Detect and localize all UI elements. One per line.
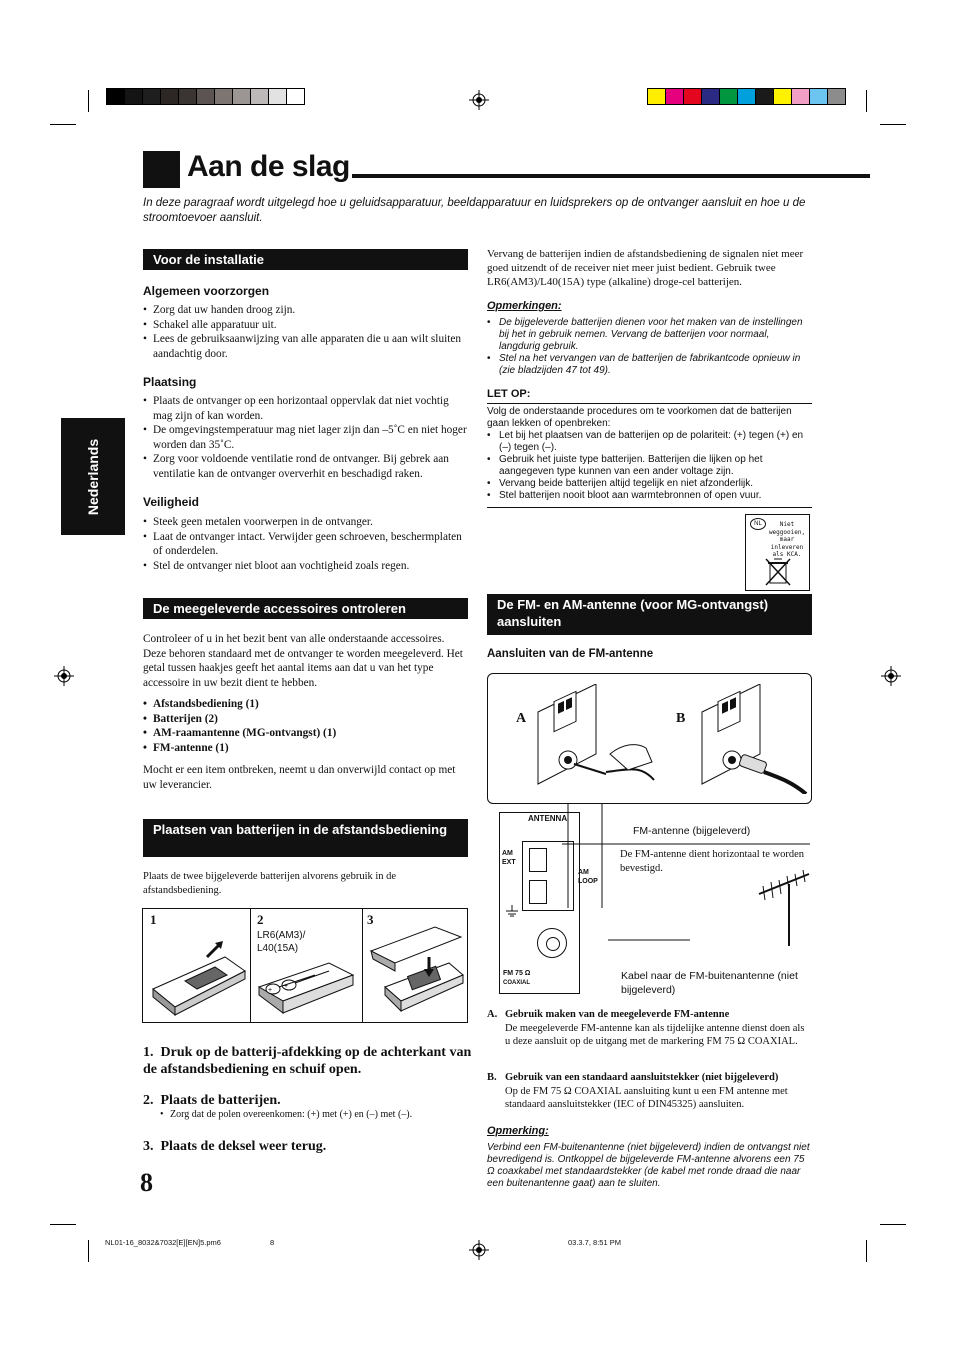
step-2-note: • Zorg dat de polen overeenkomen: (+) met (+) en (–) met (–). <box>160 1109 413 1120</box>
accessories-footer: Mocht er een item ontbreken, neemt u dan onverwijld contact op met uw leverancier. <box>143 764 456 791</box>
panel-label-am-loop: AM LOOP <box>578 869 598 885</box>
placement-item: • De omgevingstemperatuur mag niet lager zijn dan –5˚C en niet hoger worden dan 35˚C. <box>143 423 468 452</box>
caution-item: • Gebruik het juiste type batterijen. Batterijen die lijken op het aangegeven type kunnen van een ander voltage zijn. <box>487 454 812 478</box>
color-swatch <box>791 88 810 105</box>
antenna-b-description: B. Gebruik van een standaard aansluitstekker (niet bijgeleverd) Op de FM 75 Ω COAXIAL aansluiting kunt u een FM antenne met standaard aansluitstekker (IEC of DIN45325) aansluiten. <box>487 1071 812 1112</box>
registration-mark-icon <box>469 90 489 110</box>
figure-step-3: 3 <box>367 912 374 927</box>
diagram-label-a: A <box>516 711 527 726</box>
color-swatch <box>286 88 305 105</box>
battery-replace-text: Vervang de batterijen indien de afstandsbediening de signalen niet meer goed uitzendt of de receiver niet meer juist bedient. Gebruik twee LR6(AM3)/L40(15A) type (alkaline) droge-cel batterijen. <box>487 248 804 288</box>
nl-badge: NL <box>750 518 766 530</box>
safety-list <box>143 515 468 573</box>
color-swatch <box>178 88 197 105</box>
color-swatch <box>124 88 143 105</box>
intro-text: In deze paragraaf wordt uitgelegd hoe u geluidsapparatuur, beeldapparatuur en luidsprekers op de ontvanger aansluit en hoe u de stroomtoevoer aansluit. <box>143 197 806 224</box>
color-swatch <box>268 88 287 105</box>
general-precaution-item: • Schakel alle apparatuur uit. <box>143 318 468 333</box>
accessory-item: • Batterijen (2) <box>143 712 468 727</box>
panel-label-coaxial: COAXIAL <box>503 980 530 986</box>
color-swatch <box>214 88 233 105</box>
notes-heading: Opmerkingen: <box>487 300 562 312</box>
section-heading-accessories: De meegeleverde accessoires ontroleren <box>143 598 468 619</box>
placement-list <box>143 394 468 481</box>
panel-label-antenna: ANTENNA <box>528 814 568 823</box>
color-swatch <box>665 88 684 105</box>
placement-item: • Plaats de ontvanger op een horizontaal oppervlak dat niet vochtig mag zijn of kan worden. <box>143 394 468 423</box>
color-swatch <box>647 88 666 105</box>
note-item: • De bijgeleverde batterijen dienen voor het maken van de instellingen bij het in gebruik nemen. Vervang de batterijen voor normaal, langdurig gebruik. <box>487 317 812 353</box>
svg-text:+: + <box>268 987 273 994</box>
step-2-text: 2. Plaats de batterijen. <box>143 1093 281 1108</box>
fm-horizontal-note: De FM-antenne dient horizontaal te worden bevestigd. <box>620 849 804 874</box>
subheading-general: Algemeen voorzorgen <box>143 284 270 298</box>
caution-rule-bottom <box>487 507 812 508</box>
fm-supplied-label: FM-antenne (bijgeleverd) <box>633 825 751 837</box>
safety-item: • Steek geen metalen voorwerpen in de ontvanger. <box>143 515 468 530</box>
color-swatch <box>737 88 756 105</box>
outdoor-cable-label: Kabel naar de FM-buitenantenne (niet bijgeleverd) <box>621 970 798 996</box>
diagram-label-b: B <box>676 711 686 726</box>
page-title: Aan de slag <box>187 150 350 183</box>
remark-text: Verbind een FM-buitenantenne (niet bijgeleverd) indien de ontvangst niet bevredigend is. Ontkoppel de bijgeleverde FM-antenne alvorens een 75 Ω coaxkabel met standaardstekker (de kabel met ronde draad die naar een buitenantenne gaat) aan te sluiten. <box>487 1142 810 1189</box>
color-swatch <box>809 88 828 105</box>
kca-disposal-box <box>745 514 810 591</box>
fm-connection-diagram <box>487 673 812 804</box>
page-number: 8 <box>140 1168 153 1197</box>
antenna-a-title: Gebruik maken van de meegeleverde FM-antenne <box>505 1009 730 1020</box>
color-swatch <box>701 88 720 105</box>
crop-mark <box>88 1240 89 1262</box>
step-3-text: 3. Plaats de deksel weer terug. <box>143 1139 327 1154</box>
registration-mark-icon <box>881 666 901 686</box>
color-swatch <box>232 88 251 105</box>
color-swatch <box>719 88 738 105</box>
antenna-b-text: Op de FM 75 Ω COAXIAL aansluiting kunt u een FM antenne met standaard aansluitstekker (IEC of DIN45325) aansluiten. <box>505 1085 788 1110</box>
batteries-insert-icon <box>253 957 359 1019</box>
antenna-a-description: A. Gebruik maken van de meegeleverde FM-antenne De meegeleverde FM-antenne kan als tijdelijke antenne dienst doen als u deze aansluit op de uitgang met de markering FM 75 Ω COAXIAL. <box>487 1008 812 1049</box>
note-item: • Stel na het vervangen van de batterijen de fabrikantcode opnieuw in (zie bladzijden 47 tot 49). <box>487 353 812 377</box>
general-precautions-list <box>143 303 468 361</box>
section-heading-batteries: Plaatsen van batterijen in de afstandsbediening <box>143 819 468 857</box>
remote-close-cover-icon <box>365 923 467 1019</box>
section-heading-antenna: De FM- en AM-antenne (voor MG-ontvangst) aansluiten <box>487 594 812 635</box>
color-swatch <box>755 88 774 105</box>
general-precaution-item: • Zorg dat uw handen droog zijn. <box>143 303 468 318</box>
subheading-fm-antenna: Aansluiten van de FM-antenne <box>487 648 654 660</box>
color-swatch <box>142 88 161 105</box>
antenna-plug-a-icon <box>536 684 656 794</box>
color-swatch <box>827 88 846 105</box>
figure-step-1: 1 <box>150 912 157 927</box>
placement-item: • Zorg voor voldoende ventilatie rond de ontvanger. Bij gebrek aan ventilatie kan de ontvanger oververhit en beschadigd raken. <box>143 452 468 481</box>
color-swatch <box>773 88 792 105</box>
svg-text:+: + <box>284 983 289 990</box>
footer-date: 03.3.7, 8:51 PM <box>568 1238 621 1247</box>
crop-mark <box>866 90 867 112</box>
caution-rule-top <box>487 403 812 404</box>
outdoor-fm-antenna-icon <box>755 868 815 948</box>
panel-label-fm: FM 75 Ω <box>503 970 531 977</box>
am-terminals <box>522 841 574 911</box>
remote-open-cover-icon <box>145 929 249 1019</box>
general-precaution-item: • Lees de gebruiksaanwijzing van alle apparaten die u aan wilt sluiten aandachtig door. <box>143 332 468 361</box>
remark-heading: Opmerking: <box>487 1125 549 1137</box>
antenna-terminal-panel <box>499 812 598 994</box>
crop-mark <box>866 1240 867 1262</box>
subheading-placement: Plaatsing <box>143 375 197 389</box>
caution-item: • Stel batterijen nooit bloot aan warmtebronnen of open vuur. <box>487 490 812 502</box>
battery-figure <box>142 908 468 1023</box>
battery-type-label: LR6(AM3)/ L40(15A) <box>257 930 306 954</box>
antenna-b-title: Gebruik van een standaard aansluitstekker (niet bijgeleverd) <box>505 1072 779 1083</box>
language-tab-label: Nederlands <box>85 438 101 515</box>
registration-mark-icon <box>54 666 74 686</box>
crop-mark <box>880 124 906 125</box>
title-rule <box>352 174 870 178</box>
step-1-text: 1. Druk op de batterij-afdekking op de achterkant van de afstandsbediening en schuif open. <box>143 1045 472 1077</box>
ground-icon <box>504 905 520 917</box>
color-swatch <box>683 88 702 105</box>
title-block <box>143 151 180 188</box>
footer-page: 8 <box>270 1238 275 1247</box>
crop-mark <box>50 1224 76 1225</box>
crop-mark <box>88 90 89 112</box>
accessories-list <box>143 697 468 755</box>
fm-coaxial-jack-icon <box>537 928 567 958</box>
caution-item: • Let bij het plaatsen van de batterijen op de polariteit: (+) tegen (+) en (–) tegen (–). <box>487 430 812 454</box>
caution-item: • Vervang beide batterijen altijd tegelijk en niet afzonderlijk. <box>487 478 812 490</box>
footer-filename: NL01-16_8032&7032[E][EN]5.pm6 <box>105 1238 221 1247</box>
accessory-item: • FM-antenne (1) <box>143 741 468 756</box>
antenna-plug-b-icon <box>700 684 810 794</box>
subheading-safety: Veiligheid <box>143 495 200 509</box>
caution-intro: Volg de onderstaande procedures om te voorkomen dat de batterijen gaan lekken of openbreken: <box>487 406 792 429</box>
caution-heading: LET OP: <box>487 388 531 400</box>
antenna-a-text: De meegeleverde FM-antenne kan als tijdelijke antenne dienst doen als u deze aansluit op de uitgang met de markering FM 75 Ω COAXIAL. <box>505 1022 805 1047</box>
language-tab <box>61 418 125 535</box>
crossed-bin-icon <box>764 557 792 587</box>
notes-list <box>487 317 812 377</box>
color-swatch <box>160 88 179 105</box>
accessory-item: • AM-raamantenne (MG-ontvangst) (1) <box>143 726 468 741</box>
color-swatch <box>250 88 269 105</box>
registration-mark-icon <box>469 1240 489 1260</box>
panel-label-am-ext: AM EXT <box>502 850 516 866</box>
accessory-item: • Afstandsbediening (1) <box>143 697 468 712</box>
safety-item: • Laat de ontvanger intact. Verwijder geen schroeven, beschermplaten of onderdelen. <box>143 530 468 559</box>
color-swatch <box>196 88 215 105</box>
safety-item: • Stel de ontvanger niet bloot aan vochtigheid zoals regen. <box>143 559 468 574</box>
caution-list <box>487 430 812 502</box>
accessories-text: Controleer of u in het bezit bent van alle onderstaande accessoires. Deze behoren standaard met de ontvanger te worden meegeleverd. Het getal tussen haakjes geeft het aantal items aan dat u van het type accessoire in uw bezit dient te hebben. <box>143 633 463 689</box>
section-heading-installation: Voor de installatie <box>143 249 468 270</box>
batteries-text: Plaats de twee bijgeleverde batterijen alvorens gebruik in de afstandsbediening. <box>143 871 397 896</box>
kca-text: Niet weggooien, maar inleveren als KCA. <box>768 521 806 558</box>
figure-step-2: 2 <box>257 912 264 927</box>
crop-mark <box>880 1224 906 1225</box>
color-swatch <box>106 88 125 105</box>
crop-mark <box>50 124 76 125</box>
